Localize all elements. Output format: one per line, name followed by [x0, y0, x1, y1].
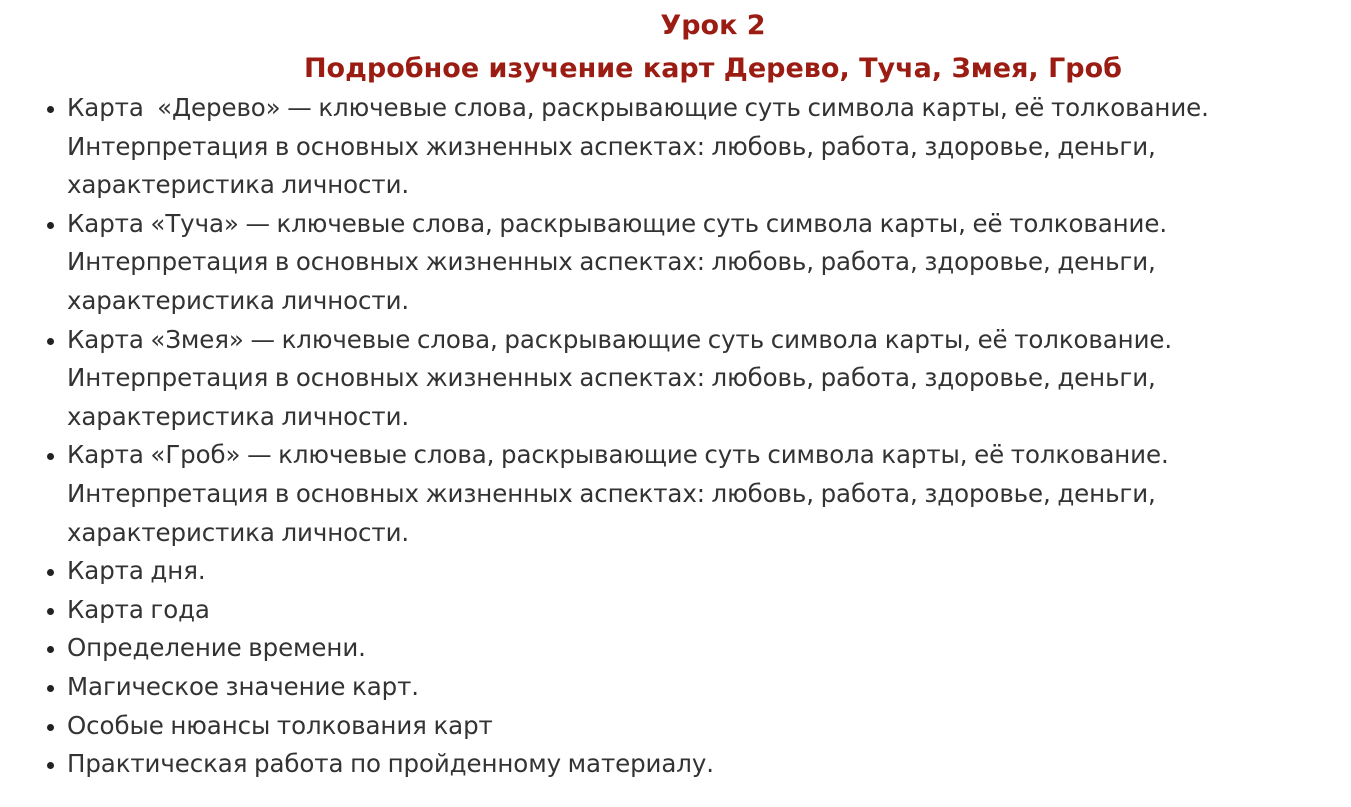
- topic-text-line: Практическая работа по пройденному материалу.: [67, 749, 714, 779]
- topic-text-line: Карта дня.: [67, 556, 206, 586]
- lesson-title: Урок 2: [660, 10, 766, 41]
- topic-text-line: Магическое значение карт.: [67, 671, 419, 701]
- bullet-icon: [47, 762, 54, 769]
- bullet-icon: [47, 222, 54, 229]
- topic-text-line: Карта «Гроб» — ключевые слова, раскрывающие суть символа карты, её толкование.: [67, 440, 1169, 470]
- topic-text-line: характеристика личности.: [67, 170, 410, 200]
- lesson-header: [0, 4, 1351, 90]
- topic-text-line: Интерпретация в основных жизненных аспектах: любовь, работа, здоровье, деньги,: [67, 478, 1156, 508]
- bullet-icon: [47, 685, 54, 692]
- topic-text-line: характеристика личности.: [67, 517, 410, 547]
- lesson-subtitle: Подробное изучение карт Дерево, Туча, Змея, Гроб: [303, 53, 1123, 84]
- bullet-icon: [47, 106, 54, 113]
- topic-text-line: Карта «Змея» — ключевые слова, раскрывающие суть символа карты, её толкование.: [67, 324, 1173, 354]
- topic-item: [0, 629, 1320, 668]
- topic-item: [0, 436, 1320, 552]
- topic-text-line: Интерпретация в основных жизненных аспектах: любовь, работа, здоровье, деньги,: [67, 363, 1156, 393]
- topic-text-line: Определение времени.: [67, 633, 366, 663]
- topic-item: [0, 707, 1320, 746]
- topic-item: [0, 89, 1320, 205]
- bullet-icon: [47, 453, 54, 460]
- bullet-icon: [47, 569, 54, 576]
- topic-text-line: Интерпретация в основных жизненных аспектах: любовь, работа, здоровье, деньги,: [67, 131, 1156, 161]
- topic-text-line: Карта «Дерево» — ключевые слова, раскрывающие суть символа карты, её толкование.: [67, 93, 1209, 122]
- topic-item: [0, 321, 1320, 437]
- topic-item: [0, 205, 1320, 321]
- topic-text-line: характеристика личности.: [67, 285, 410, 315]
- topic-text-line: Особые нюансы толкования карт: [67, 710, 493, 740]
- topic-text-line: Карта года: [67, 594, 210, 624]
- topic-item: [0, 668, 1320, 707]
- bullet-icon: [47, 724, 54, 731]
- topic-item: [0, 552, 1320, 591]
- topic-text-line: Карта «Туча» — ключевые слова, раскрывающие суть символа карты, её толкование.: [67, 208, 1168, 238]
- bullet-icon: [47, 646, 54, 653]
- topic-text-line: характеристика личности.: [67, 401, 410, 431]
- topic-text-line: Интерпретация в основных жизненных аспектах: любовь, работа, здоровье, деньги,: [67, 247, 1156, 277]
- topic-item: [0, 745, 1320, 784]
- lesson-topics-list: [0, 89, 1320, 784]
- bullet-icon: [47, 338, 54, 345]
- topic-item: [0, 591, 1320, 630]
- bullet-icon: [47, 608, 54, 615]
